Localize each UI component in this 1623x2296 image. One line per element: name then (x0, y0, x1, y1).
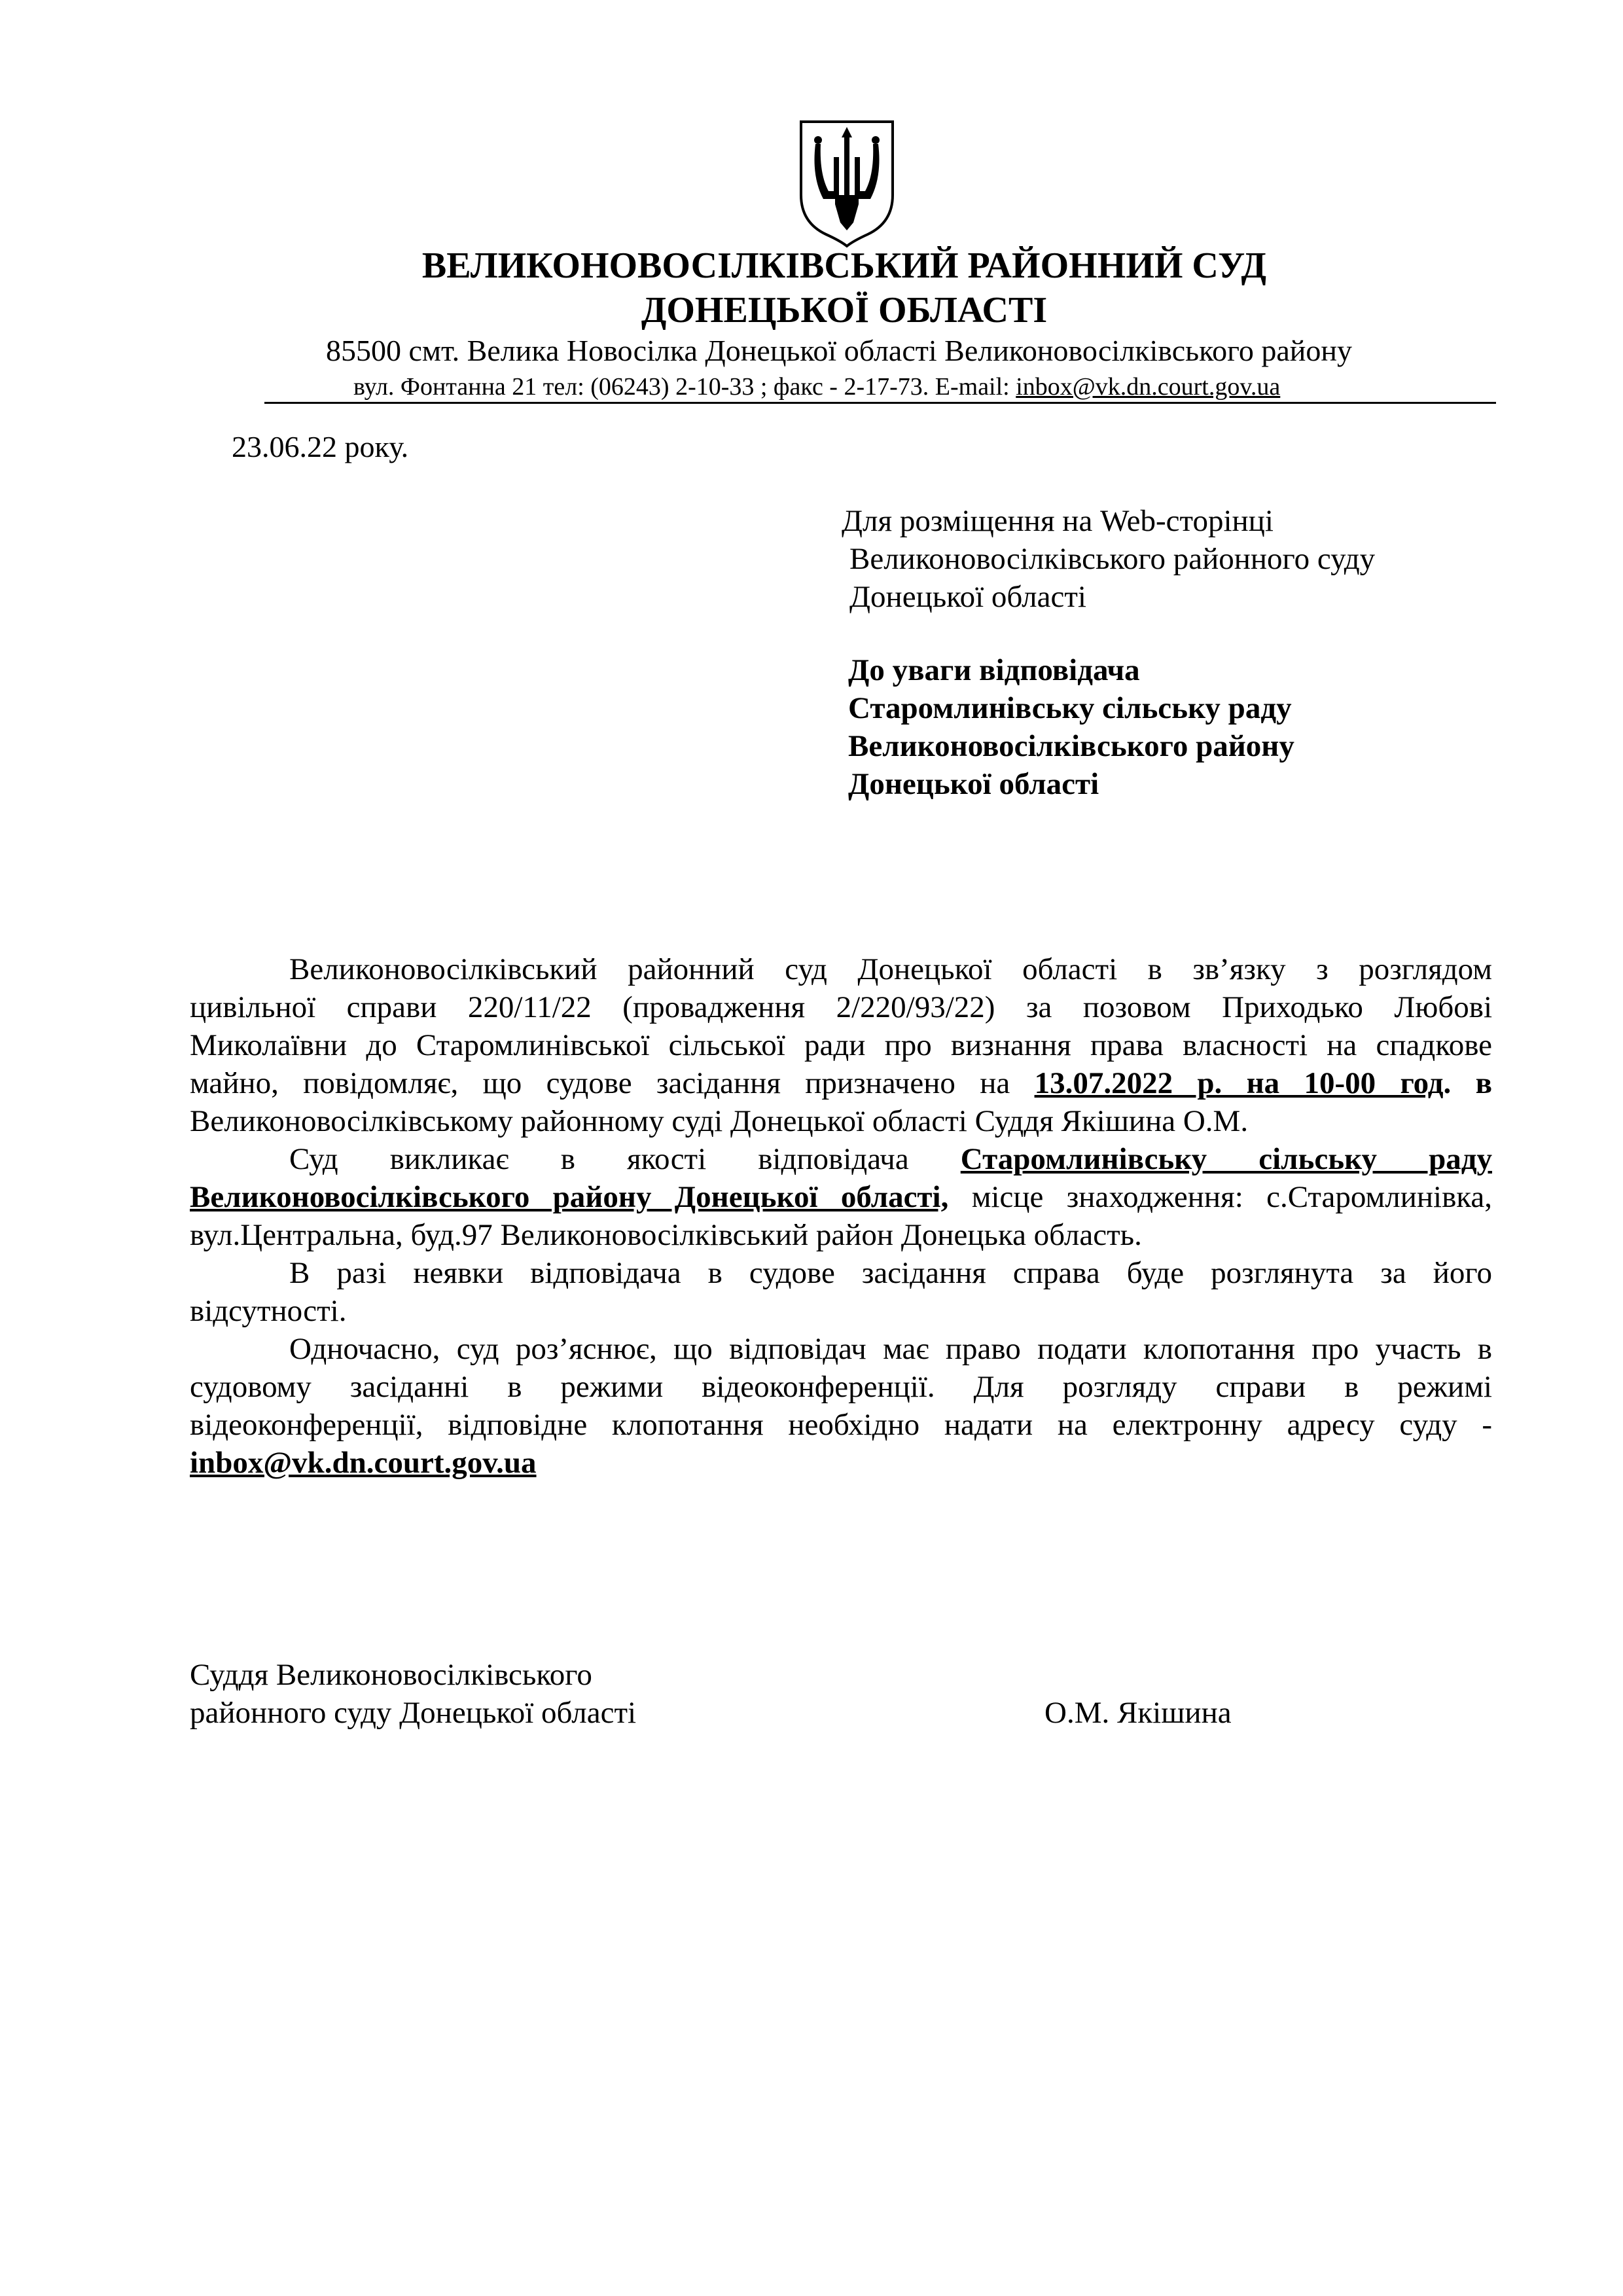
body-paragraph1-line2: цивільної справи 220/11/22 (провадження 2/220/93/22) за позовом Приходько Любові (190, 990, 1492, 1024)
body-text: місце знаходження: с.Старомлинівка, (948, 1180, 1492, 1214)
court-email-link[interactable]: inbox@vk.dn.court.gov.ua (190, 1446, 537, 1480)
placement-note-line1: Для розміщення на Web-сторінці (842, 504, 1274, 538)
body-paragraph1-line5: Великоновосілківському районному суді Донецької області Суддя Якішина О.М. (190, 1104, 1249, 1138)
body-text: Суд викликає в якості відповідача (289, 1142, 961, 1176)
body-paragraph4-line1: Одночасно, суд роз’яснює, що відповідач має право подати клопотання про участь в (289, 1332, 1492, 1366)
header-divider (264, 402, 1496, 404)
body-paragraph2-line3: вул.Центральна, буд.97 Великоновосілківський район Донецька область. (190, 1218, 1142, 1252)
attention-line2: Старомлинівську сільську раду (848, 691, 1292, 725)
body-text: майно, повідомляє, що судове засідання призначено на (190, 1066, 1035, 1100)
body-text: . в (1443, 1066, 1492, 1100)
defendant-name: Старомлинівську сільську раду (960, 1142, 1492, 1176)
signature-name: О.М. Якішина (1044, 1696, 1232, 1730)
court-address-line2 (353, 372, 1280, 402)
signature-title-line1: Суддя Великоновосілківського (190, 1658, 592, 1692)
attention-line1: До уваги відповідача (848, 653, 1140, 687)
trident-coat-of-arms-icon (797, 118, 897, 249)
court-name-line2: ДОНЕЦЬКОЇ ОБЛАСТІ (641, 290, 1048, 331)
placement-note-line3: Донецької області (849, 580, 1086, 614)
hearing-date: 13.07.2022 р. на 10-00 год (1034, 1066, 1444, 1100)
body-paragraph4-line3: відеоконференції, відповідне клопотання необхідно надати на електронну адресу суду - (190, 1408, 1492, 1442)
body-paragraph1-line3: Миколаївни до Старомлинівської сільської ради про визнання права власності на спадкове (190, 1028, 1492, 1062)
body-paragraph2-line2 (190, 1178, 1492, 1216)
court-email-link[interactable]: inbox@vk.dn.court.gov.ua (1016, 373, 1281, 401)
body-paragraph4-line2: судовому засіданні в режими відеоконференції. Для розгляду справи в режимі (190, 1370, 1492, 1404)
attention-line3: Великоновосілківського району (848, 729, 1294, 763)
body-paragraph3-line1: В разі неявки відповідача в судове засідання справа буде розглянута за його (289, 1256, 1492, 1290)
defendant-district: Великоновосілківського району Донецької області, (190, 1180, 949, 1214)
court-address-line1: 85500 смт. Велика Новосілка Донецької області Великоновосілківського району (326, 334, 1352, 367)
body-paragraph4-line4 (190, 1444, 1492, 1482)
body-paragraph1-line1: Великоновосілківський районний суд Донецької області в зв’язку з розглядом (289, 952, 1492, 986)
court-contacts: вул. Фонтанна 21 тел: (06243) 2-10-33 ; факс - 2-17-73. E-mail: (353, 373, 1016, 401)
document-date: 23.06.22 року. (232, 430, 409, 463)
body-paragraph3-line2: відсутності. (190, 1294, 347, 1328)
placement-note-line2: Великоновосілківського районного суду (849, 542, 1376, 576)
signature-title-line2: районного суду Донецької області (190, 1696, 637, 1730)
body-paragraph2-line1 (190, 1140, 1492, 1178)
attention-line4: Донецької області (848, 767, 1099, 801)
court-name-line1: ВЕЛИКОНОВОСІЛКІВСЬКИЙ РАЙОННИЙ СУД (421, 245, 1267, 286)
body-paragraph1-line4 (190, 1064, 1492, 1102)
